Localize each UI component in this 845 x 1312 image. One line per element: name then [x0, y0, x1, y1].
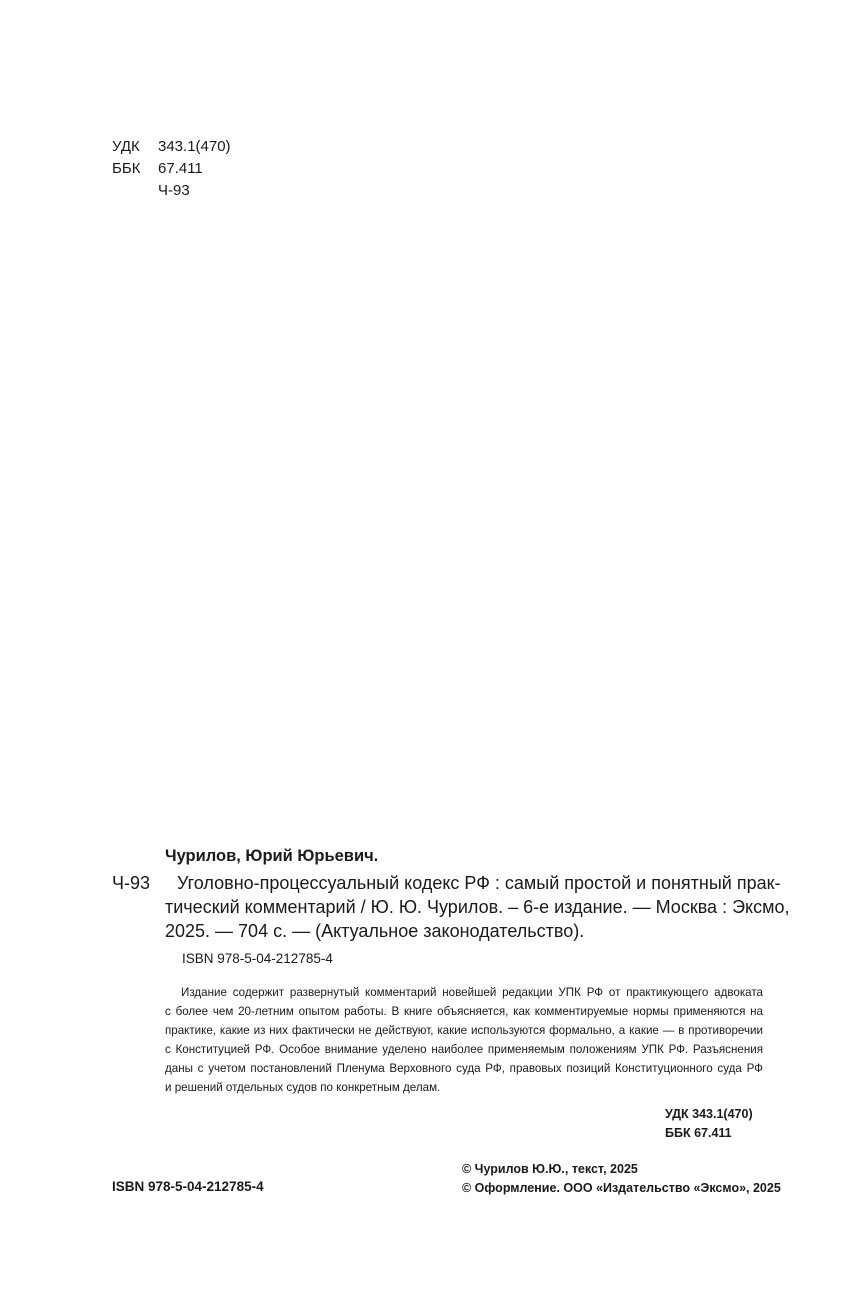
- bibliographic-description: [165, 871, 790, 943]
- annotation: [165, 983, 763, 1097]
- isbn-bottom: ISBN 978-5-04-212785-4: [112, 1179, 264, 1194]
- bbk-row: [112, 158, 231, 180]
- isbn-line: ISBN 978-5-04-212785-4: [182, 951, 333, 966]
- annotation-line: и решений отдельных судов по конкретным делам.: [165, 1081, 441, 1094]
- bbk-value: 67.411: [158, 160, 203, 177]
- copyright-block: [462, 1160, 781, 1198]
- udk-label: УДК: [112, 138, 140, 155]
- bbk-bottom: ББК 67.411: [665, 1126, 732, 1140]
- classification-block-top: [112, 136, 231, 202]
- author-mark-row: [112, 180, 231, 202]
- annotation-line: с Конституцией РФ. Особое внимание уделено наиболее применяемым положениям УПК РФ. Разъяснения: [165, 1043, 763, 1056]
- copyright-line: © Оформление. ООО «Издательство «Эксмо», 2025: [462, 1181, 781, 1195]
- biblio-line: 2025. — 704 с. — (Актуальное законодательство).: [165, 921, 585, 941]
- author-mark-side: Ч-93: [112, 873, 151, 893]
- udk-value: 343.1(470): [158, 138, 231, 155]
- author-name: Чурилов, Юрий Юрьевич.: [165, 847, 379, 865]
- annotation-line: с более чем 20-летним опытом работы. В книге объясняется, как комментируемые нормы применяются на: [165, 1005, 763, 1018]
- annotation-line: практике, какие из них фактически не действуют, какие используются формально, а какие — в противоречии: [165, 1024, 763, 1037]
- biblio-line: Уголовно-процессуальный кодекс РФ : самый простой и понятный прак-: [177, 873, 781, 893]
- udk-row: [112, 136, 231, 158]
- bbk-label: ББК: [112, 160, 141, 177]
- annotation-line: Издание содержит развернутый комментарий новейшей редакции УПК РФ от практикующего адвоката: [181, 986, 763, 999]
- annotation-line: даны с учетом постановлений Пленума Верховного суда РФ, правовых позиций Конституционного суда РФ: [165, 1062, 763, 1075]
- classification-block-bottom: [665, 1105, 753, 1143]
- copyright-line: © Чурилов Ю.Ю., текст, 2025: [462, 1162, 638, 1176]
- author-mark: Ч-93: [158, 182, 190, 199]
- biblio-line: тический комментарий / Ю. Ю. Чурилов. – 6-е издание. — Москва : Эксмо,: [165, 897, 790, 917]
- udk-bottom: УДК 343.1(470): [665, 1107, 753, 1121]
